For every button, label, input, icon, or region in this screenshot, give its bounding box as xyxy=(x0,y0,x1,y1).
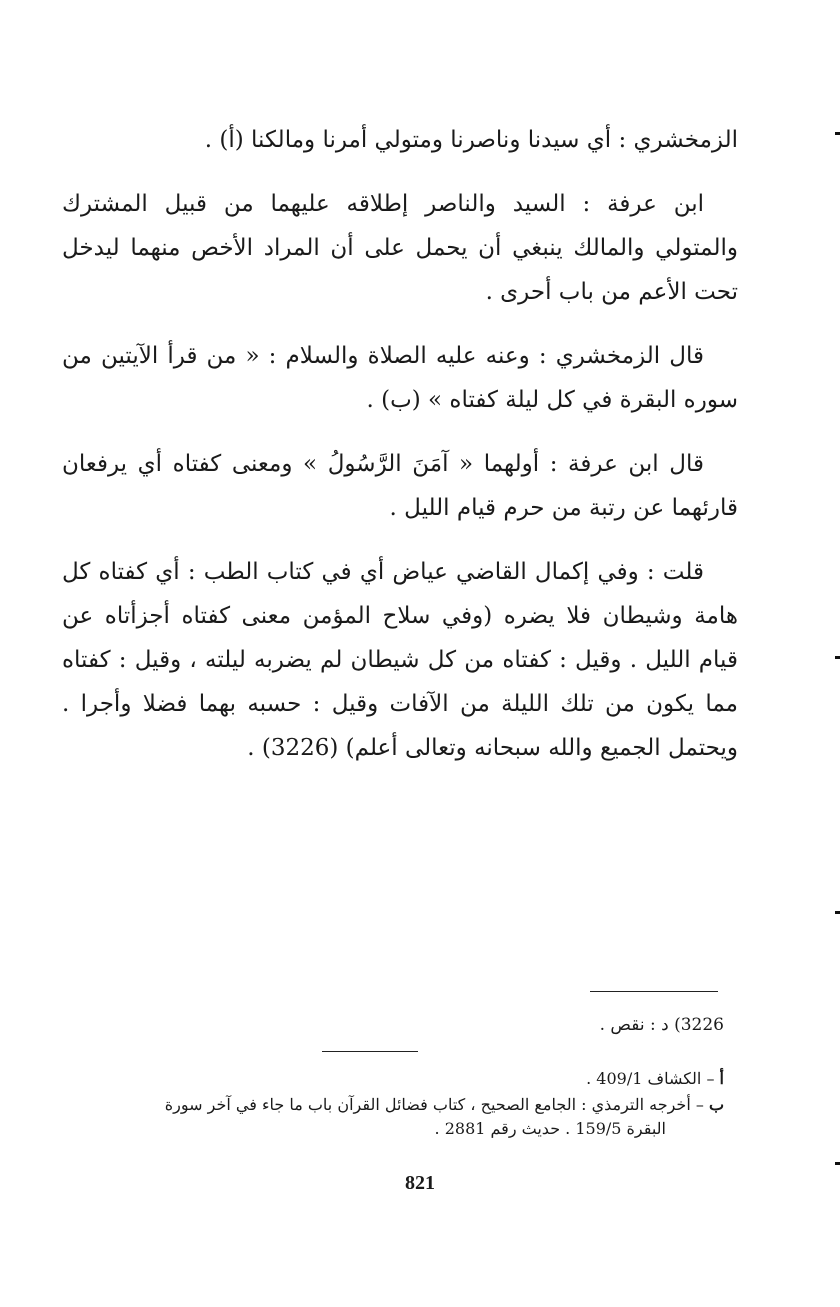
margin-mark xyxy=(835,656,840,659)
footnotes-divider xyxy=(322,1051,418,1052)
footnote-b xyxy=(52,1093,724,1141)
paragraph-ibn-arafa-2: قال ابن عرفة : أولهما « آمَنَ الرَّسُولُ » ومعنى كفتاه أي يرفعان قارئهما عن رتبة من حرم قيام الليل . xyxy=(62,451,738,521)
main-text xyxy=(62,118,738,790)
margin-mark xyxy=(835,132,840,135)
footnote-marker: أ xyxy=(719,1069,724,1088)
variant-note-divider xyxy=(590,991,718,992)
variant-note: 3226) د : نقص . xyxy=(599,1015,724,1035)
margin-mark xyxy=(835,1162,840,1165)
page-number: 821 xyxy=(405,1172,435,1194)
footnote-a xyxy=(52,1067,724,1091)
paragraph-qultu: قلت : وفي إكمال القاضي عياض أي في كتاب الطب : أي كفتاه كل هامة وشيطان فلا يضره (وفي سلاح المؤمن معنى كفتاه أجزأتاه عن قيام الليل . وقيل : كفتاه من كل شيطان لم يضربه ليلته ، وقيل : كفتاه مما يكون من تلك الليلة من الآفات وقيل : حسبه بهما فضلا وأجرا . ويحتمل الجميع والله سبحانه وتعالى أعلم) (3226) . xyxy=(62,559,738,761)
paragraph-zamakhshari-1: الزمخشري : أي سيدنا وناصرنا ومتولي أمرنا ومالكنا (أ) . xyxy=(204,127,738,153)
footnote-marker: ب xyxy=(708,1095,724,1114)
margin-mark xyxy=(835,911,840,914)
paragraph-ibn-arafa-1: ابن عرفة : السيد والناصر إطلاقه عليهما من قبيل المشترك والمتولي والمالك ينبغي أن يحمل على أن المراد الأخص منهما ليدخل تحت الأعم من باب أحرى . xyxy=(62,191,738,305)
footnote-continuation: البقرة 159/5 . حديث رقم 2881 . xyxy=(434,1119,666,1138)
footnote-text: – الكشاف 409/1 . xyxy=(586,1069,715,1088)
footnotes xyxy=(52,1067,724,1143)
footnote-text: – أخرجه الترمذي : الجامع الصحيح ، كتاب فضائل القرآن باب ما جاء في آخر سورة xyxy=(164,1095,704,1114)
paragraph-zamakhshari-2: قال الزمخشري : وعنه عليه الصلاة والسلام : « من قرأ الآيتين من سوره البقرة في كل ليلة كفتاه » (ب) . xyxy=(62,343,738,413)
